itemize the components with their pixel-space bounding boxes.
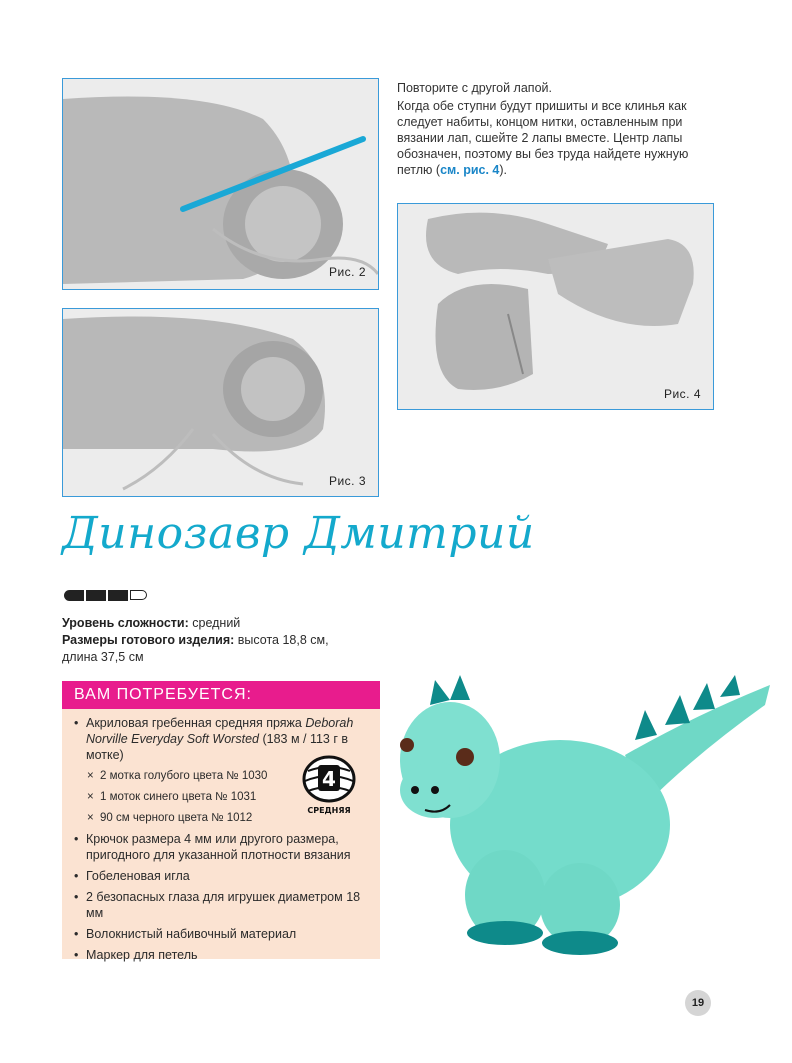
materials-box xyxy=(62,681,380,962)
yarn-prefix: Акриловая гребенная средняя пряжа xyxy=(86,716,306,730)
difficulty-segment-empty xyxy=(130,590,147,600)
yarn-color-item: × 90 см черного цвета № 1012 xyxy=(74,810,370,826)
figure-caption: Рис. 2 xyxy=(328,265,366,279)
yarn-color-item: × 2 мотка голубого цвета № 1030 xyxy=(74,768,370,784)
photo-fig4 xyxy=(397,203,714,410)
photo-fig3 xyxy=(62,308,379,497)
figure-caption: Рис. 4 xyxy=(663,387,701,401)
difficulty-segment-filled xyxy=(64,590,84,601)
difficulty-indicator xyxy=(64,590,147,601)
difficulty-line xyxy=(62,615,362,632)
yarn-weight-label: СРЕДНЯЯ xyxy=(307,806,351,815)
size-line xyxy=(62,632,362,666)
materials-item-hook: • Крючок размера 4 мм или другого размера, пригодного для указанной плотности вязания xyxy=(74,831,370,863)
instructions xyxy=(397,80,717,180)
figure-link[interactable]: см. рис. 4 xyxy=(440,163,500,177)
size-label: Размеры готового изделия: xyxy=(62,633,235,647)
materials-header: ВАМ ПОТРЕБУЕТСЯ: xyxy=(62,681,380,709)
yarn-weight-icon xyxy=(300,755,358,817)
page-number: 19 xyxy=(685,990,711,1016)
difficulty-segment-filled xyxy=(86,590,106,601)
materials-item-marker: • Маркер для петель xyxy=(74,947,370,963)
pattern-info xyxy=(62,615,362,666)
yarn-suffix: (183 м / 113 г в мотке) xyxy=(86,732,349,762)
materials-item-stuffing: • Волокнистый набивочный материал xyxy=(74,926,370,942)
pattern-title: Динозавр Дмитрий xyxy=(62,508,535,559)
materials-item-eyes: • 2 безопасных глаза для игрушек диаметром 18 мм xyxy=(74,889,370,921)
yarn-brand: Deborah Norville Everyday Soft Worsted xyxy=(86,716,354,746)
photo-fig2 xyxy=(62,78,379,290)
instruction-paragraph xyxy=(397,98,717,178)
crochet-legs-photo xyxy=(398,204,713,409)
instruction-text: Когда обе ступни будут пришиты и все клинья как следует набиты, концом нитки, оставленным при вязании лап, сшейте 2 лапы вместе. Центр лапы обозначен, поэтому вы без труда найдете нужную петлю ( xyxy=(397,99,689,177)
instruction-line: Повторите с другой лапой. xyxy=(397,81,552,95)
crochet-foot-photo xyxy=(63,309,378,496)
difficulty-label: Уровень сложности: xyxy=(62,616,189,630)
size-value: высота 18,8 см, длина 37,5 см xyxy=(62,633,329,664)
difficulty-value: средний xyxy=(188,616,241,630)
yarn-color-item: × 1 моток синего цвета № 1031 xyxy=(74,789,370,805)
difficulty-segment-filled xyxy=(108,590,128,601)
materials-item-needle: • Гобеленовая игла xyxy=(74,868,370,884)
instruction-text-end: ). xyxy=(499,163,508,177)
yarn-weight-number: 4 xyxy=(322,767,336,791)
dinosaur-photo xyxy=(395,665,775,965)
crochet-hook-photo xyxy=(63,79,378,289)
figure-caption: Рис. 3 xyxy=(328,474,366,488)
materials-list xyxy=(62,709,380,963)
